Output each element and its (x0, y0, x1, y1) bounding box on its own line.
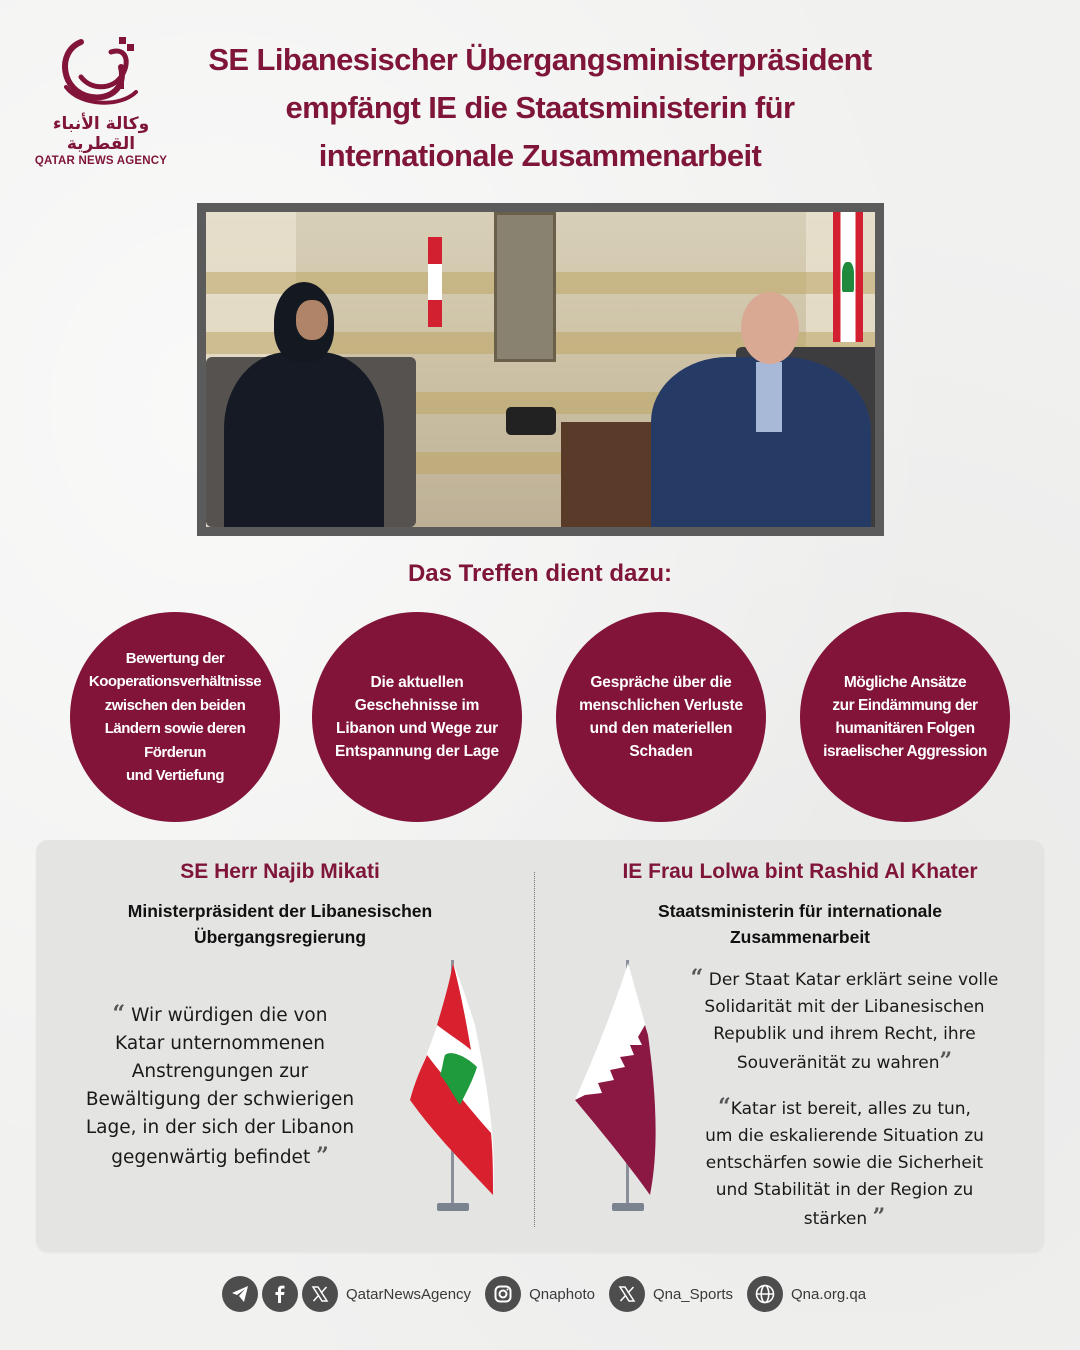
topics-list (0, 612, 1080, 824)
open-quote-icon: “ (112, 1001, 126, 1027)
headline-line: internationale Zusammenarbeit (318, 138, 762, 173)
social-footer (222, 1276, 880, 1312)
close-quote-icon: ” (872, 1204, 886, 1230)
social-label-qatarnewsagency[interactable]: QatarNewsAgency (346, 1285, 472, 1303)
x-icon[interactable] (609, 1276, 645, 1312)
logo-arabic-name: وكالة الأنباء القطرية (52, 114, 150, 154)
section-title: Das Treffen dient dazu: (407, 560, 673, 587)
quote-right-1: “ Der Staat Katar erklärt seine volle Solidarität mit der Libanesischen Republik und ihrem Recht, ihre Souveränität zu wahren” (690, 965, 999, 1074)
headline-line: empfängt IE die Staatsministerin für (285, 90, 795, 125)
social-label-qnaphoto[interactable]: Qnaphoto (529, 1285, 595, 1303)
person-role-right: Staatsministerin für internationale Zusammenarbeit (658, 901, 942, 947)
wall-artwork (494, 212, 556, 362)
qatar-flag-icon (570, 955, 670, 1220)
close-quote-icon: ” (316, 1143, 329, 1169)
facebook-icon[interactable] (262, 1276, 298, 1312)
topic-circle: Mögliche Ansätze zur Eindämmung der humanitären Folgen israelischer Aggression (800, 612, 1010, 822)
x-icon[interactable] (302, 1276, 338, 1312)
meeting-photo-frame (197, 203, 884, 536)
close-quote-icon: ” (939, 1048, 953, 1074)
person-najib-mikati (631, 292, 875, 527)
headline-line: SE Libanesischer Übergangsministerpräsident (208, 42, 872, 77)
social-label-website[interactable]: Qna.org.qa (791, 1285, 867, 1303)
telegram-icon[interactable] (222, 1276, 258, 1312)
qna-logo (30, 32, 172, 167)
lebanon-flag-background-left (428, 237, 442, 327)
quote-right-2: “Katar ist bereit, alles zu tun, um die eskalierende Situation zu entschärfen sowie die Sicherheit und Stabilität in der Region zu stärken ” (705, 1094, 984, 1230)
desk-phone (506, 407, 556, 435)
headline (195, 36, 885, 180)
quote-left: “ Wir würdigen die von Katar unternommenen Anstrengungen zur Bewältigung der schwierigen Lage, in der sich der Libanon gegenwärtig befindet ” (85, 1001, 355, 1169)
person-lolwa-al-khater (214, 282, 384, 527)
column-divider (534, 872, 535, 1227)
topic-circle: Die aktuellen Geschehnisse im Libanon und Wege zur Entspannung der Lage (312, 612, 522, 822)
person-role-left: Ministerpräsident der Libanesischen Übergangsregierung (127, 901, 433, 947)
person-name-left: SE Herr Najib Mikati (180, 860, 380, 883)
globe-icon[interactable] (747, 1276, 783, 1312)
logo-english-name: QATAR NEWS AGENCY (34, 155, 168, 167)
social-label-qna-sports[interactable]: Qna_Sports (652, 1285, 733, 1303)
person-name-right: IE Frau Lolwa bint Rashid Al Khater (622, 860, 978, 883)
lebanon-flag-icon (405, 955, 500, 1220)
topic-circle: Gespräche über die menschlichen Verluste und den materiellen Schaden (556, 612, 766, 822)
open-quote-icon: “ (690, 965, 704, 991)
instagram-icon[interactable] (485, 1276, 521, 1312)
qna-logo-mark-icon (51, 32, 151, 112)
topic-circle: Bewertung der Kooperationsverhältnisse zwischen den beiden Ländern sowie deren Förderun und Vertiefung (70, 612, 280, 822)
open-quote-icon: “ (718, 1094, 731, 1120)
meeting-photo (206, 212, 875, 527)
